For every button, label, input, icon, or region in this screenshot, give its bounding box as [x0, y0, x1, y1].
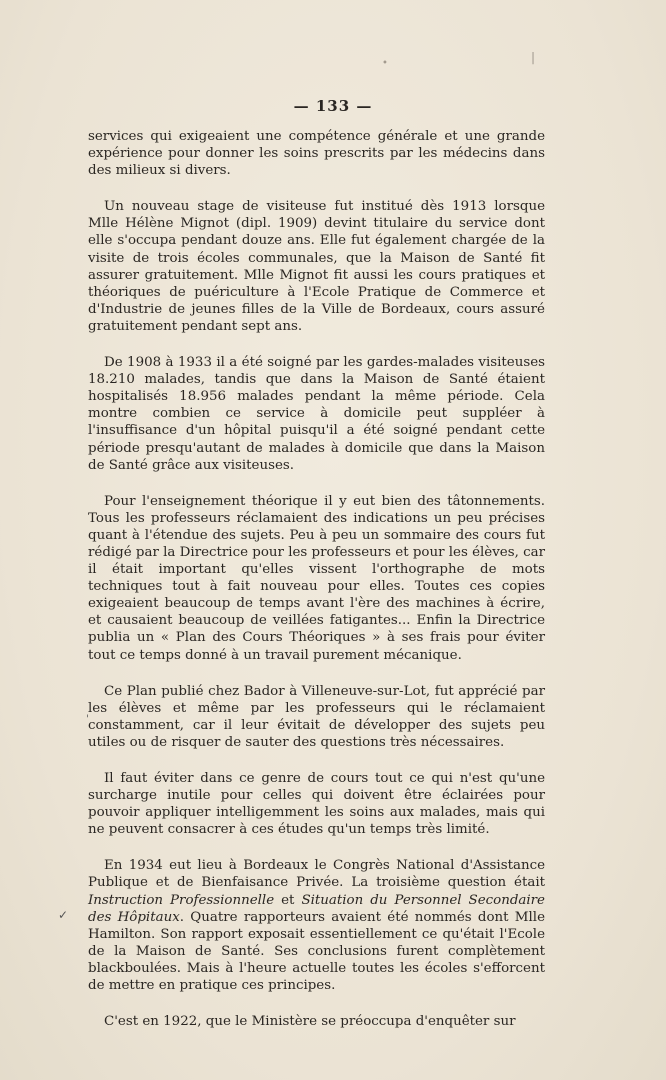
margin-dot: • — [382, 58, 388, 69]
paragraph-3: De 1908 à 1933 il a été soigné par les gardes-malades visiteuses 18.210 malades, tandis que dans la Maison de Santé étaient hospitalisés 18.956 malades pendant la même période. Cela montre combien ce service à domicile peut suppléer à l'insuffisance d'un hôpital puisqu'il a été soigné pendant cette période presqu'autant de malades à domicile que dans la Maison de Santé grâce aux visiteuses. — [88, 355, 545, 473]
paragraph-1: services qui exigeaient une compétence générale et une grande expérience pour donner les soins prescrits par les médecins dans des milieux si divers. — [88, 129, 545, 179]
paragraph-4: Pour l'enseignement théorique il y eut bien des tâtonnements. Tous les professeurs réclamaient des indications un peu précises quant à l'étendue des sujets. Peu à peu un sommaire des cours fut rédigé par la Directrice pour les professeurs et pour les élèves, car il était important qu'elles vissent l'orthographe de mots techniques tout à fait nouveau pour elles. Toutes ces copies exigeaient beaucoup de temps avant l'ère des machines à écrire, et causaient beaucoup de veillées fatigantes... Enfin la Directrice publia un « Plan des Cours Théoriques » à ses frais pour éviter tout ce temps donné à un travail purement mécanique. — [88, 493, 545, 663]
paragraph-7 — [88, 857, 545, 994]
paragraph-7-part-c: et — [274, 892, 302, 908]
paragraph-7-italic-title-1: Instruction Professionnelle — [88, 892, 275, 908]
margin-check-mark: ✓ — [58, 908, 69, 922]
paragraph-7-part-e: . Quatre rapporteurs avaient été nommés dont Mlle Hamilton. Son rapport exposait essentiellement ce qu'était l'Ecole de la Maison de Santé. Ses conclusions furent complètement blackboulées. Mais à l'heure actuelle toutes les écoles s'efforcent de mettre en pratique ces principes. — [88, 909, 545, 994]
margin-tick: ' — [86, 714, 89, 725]
paragraph-2: Un nouveau stage de visiteuse fut institué dès 1913 lorsque Mlle Hélène Mignot (dipl. 1909) devint titulaire du service dont elle s'occupa pendant douze ans. Elle fut également chargée de la visite de trois écoles communales, que la Maison de Santé fit assurer gratuitement. Mlle Mignot fit aussi les cours pratiques et théoriques de puériculture à l'Ecole Pratique de Commerce et d'Industrie de jeunes filles de la Ville de Bordeaux, cours assuré gratuitement pendant sept ans. — [88, 199, 545, 334]
page-number: — 133 — — [293, 97, 373, 115]
paragraph-8: C'est en 1922, que le Ministère se préoccupa d'enquêter sur — [104, 1014, 516, 1030]
paragraph-5: Ce Plan publié chez Bador à Villeneuve-sur-Lot, fut apprécié par les élèves et même par les professeurs qui le réclamaient constamment, car il leur évitait de développer des sujets peu utiles ou de risquer de sauter des questions très nécessaires. — [88, 683, 545, 750]
body-text — [88, 128, 545, 1030]
margin-mark: | — [531, 50, 536, 64]
paragraph-7-part-a: En 1934 eut lieu à Bordeaux le Congrès National d'Assistance Publique et de Bienfaisance Privée. La troisième question était — [88, 858, 545, 891]
paragraph-7-italic-title-2: Situation du Personnel Secondaire des Hôpitaux — [88, 892, 545, 925]
paragraph-6: Il faut éviter dans ce genre de cours tout ce qui n'est qu'une surcharge inutile pour celles qui doivent être éclairées pour pouvoir appliquer intelligemment les soins aux malades, mais qui ne peuvent consacrer à ces études qu'un temps très limité. — [88, 771, 545, 838]
